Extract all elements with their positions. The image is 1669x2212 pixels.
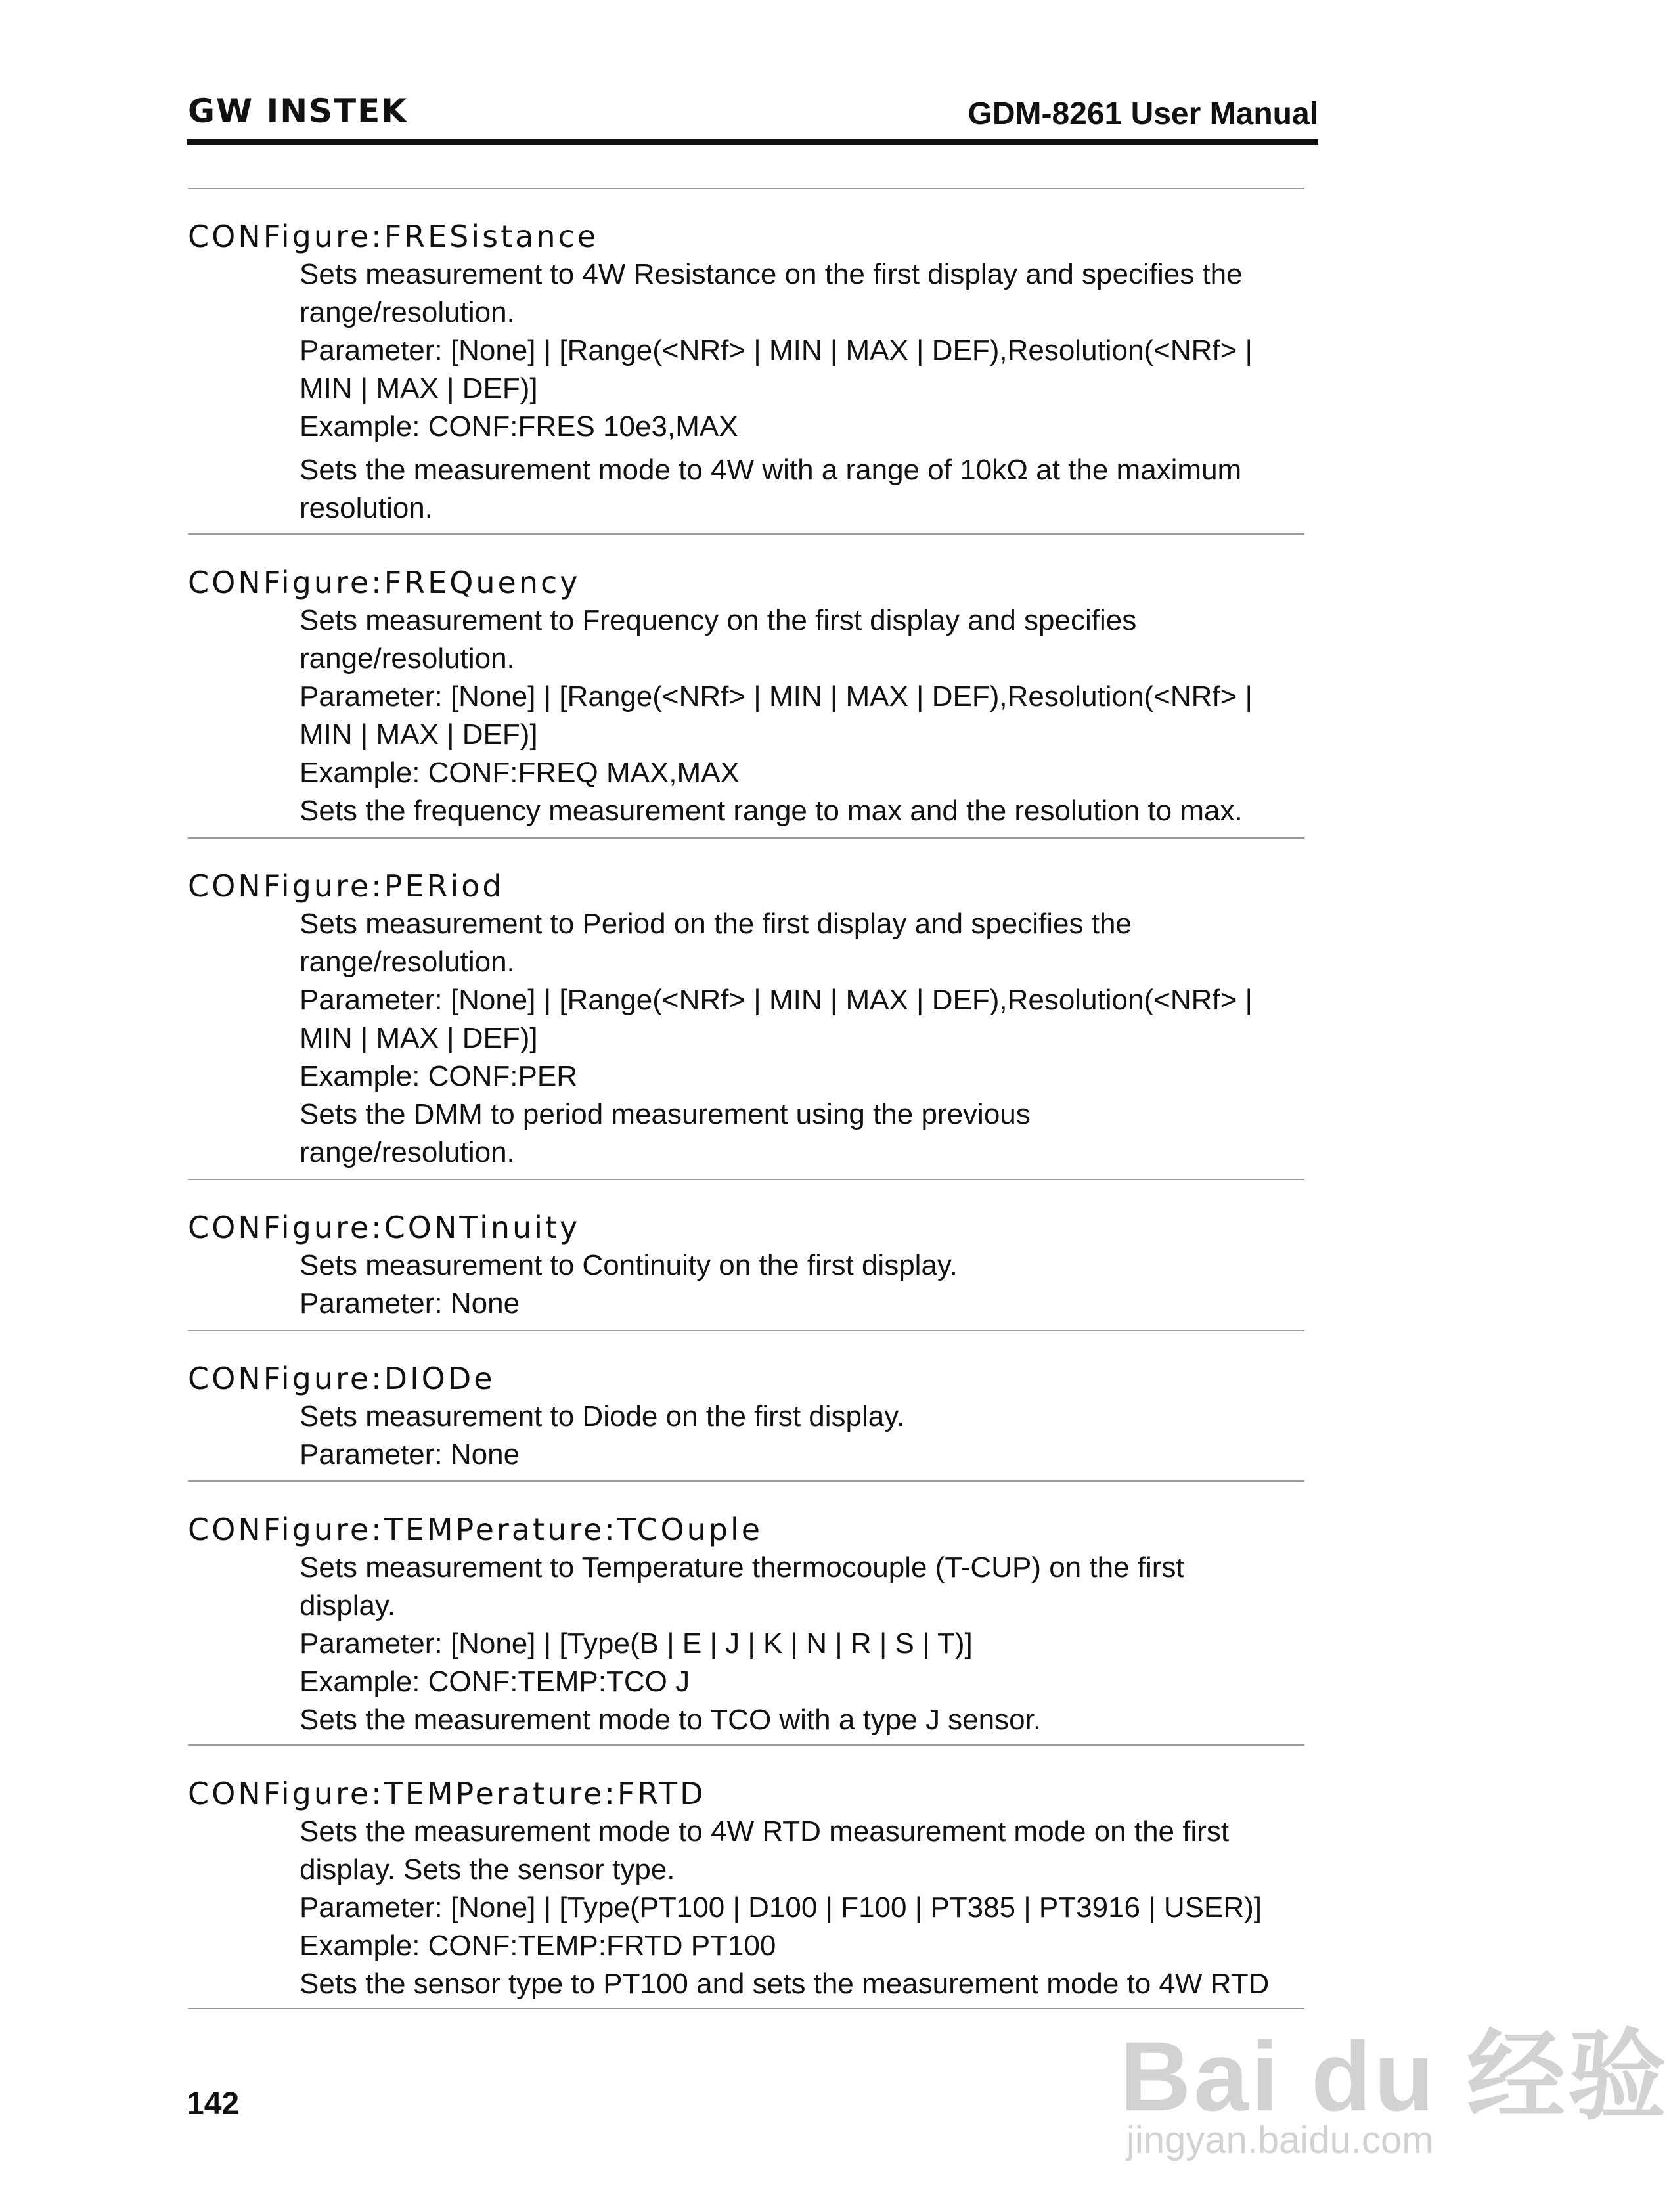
- example-description: Sets the measurement mode to TCO with a type J sensor.: [300, 1704, 1042, 1736]
- example-line: Example: CONF:FRES 10e3,MAX: [300, 410, 738, 443]
- command-name: CONFigure:FREQuency: [188, 565, 581, 600]
- parameter-line: Parameter: [None] | [Range(<NRf> | MIN | MAX | DEF),Resolution(<NRf> |: [300, 680, 1253, 713]
- command-section-fresistance: [188, 217, 1304, 527]
- description-line: Sets measurement to Period on the first display and specifies the: [300, 908, 1132, 940]
- example-line: Example: CONF:FREQ MAX,MAX: [300, 757, 740, 789]
- parameter-line: Parameter: [None] | [Type(B | E | J | K | N | R | S | T)]: [300, 1627, 973, 1660]
- section-separator: [188, 1744, 1304, 1746]
- parameter-line: Parameter: [None] | [Type(PT100 | D100 | F100 | PT385 | PT3916 | USER)]: [300, 1891, 1262, 1924]
- example-description: resolution.: [300, 492, 434, 524]
- example-line: Example: CONF:TEMP:TCO J: [300, 1666, 690, 1698]
- command-name: CONFigure:PERiod: [188, 868, 504, 904]
- parameter-line: Parameter: [None] | [Range(<NRf> | MIN | MAX | DEF),Resolution(<NRf> |: [300, 984, 1253, 1016]
- section-separator: [188, 1480, 1304, 1482]
- command-section-diode: [188, 1360, 1304, 1474]
- command-description: [300, 1398, 1304, 1474]
- section-separator: [188, 188, 1304, 189]
- command-description: [300, 1813, 1304, 2003]
- example-description: Sets the measurement mode to 4W with a range of 10kΩ at the maximum: [300, 454, 1242, 486]
- command-name: CONFigure:TEMPerature:FRTD: [188, 1776, 706, 1811]
- command-name: CONFigure:DIODe: [188, 1361, 495, 1396]
- description-line: display. Sets the sensor type.: [300, 1853, 675, 1886]
- description-line: range/resolution.: [300, 642, 515, 675]
- command-description: [300, 602, 1304, 830]
- command-name: CONFigure:CONTinuity: [188, 1210, 581, 1245]
- command-section-temperature-tcouple: [188, 1511, 1304, 1739]
- description-line: Sets measurement to Frequency on the first display and specifies: [300, 604, 1137, 636]
- command-description: [300, 1549, 1304, 1739]
- description-line: Sets measurement to Diode on the first display.: [300, 1400, 905, 1432]
- example-description: Sets the sensor type to PT100 and sets the measurement mode to 4W RTD: [300, 1968, 1270, 2000]
- description-line: display.: [300, 1589, 395, 1622]
- section-separator: [188, 1179, 1304, 1180]
- example-line: Example: CONF:PER: [300, 1060, 577, 1092]
- watermark-logo: Bai du 经验: [1120, 2021, 1669, 2131]
- description-line: Sets measurement to Temperature thermocouple (T-CUP) on the first: [300, 1551, 1184, 1583]
- example-description: Sets the DMM to period measurement using the previous: [300, 1098, 1031, 1130]
- section-separator: [188, 533, 1304, 535]
- header-rule: [187, 139, 1318, 145]
- command-section-temperature-frtd: [188, 1775, 1304, 2003]
- parameter-line: Parameter: [None] | [Range(<NRf> | MIN | MAX | DEF),Resolution(<NRf> |: [300, 334, 1253, 366]
- command-section-period: [188, 867, 1304, 1172]
- description-line: range/resolution.: [300, 946, 515, 978]
- parameter-line: Parameter: None: [300, 1438, 520, 1471]
- section-separator: [188, 1330, 1304, 1331]
- page-number: 142: [187, 2087, 240, 2121]
- command-name: CONFigure:FRESistance: [188, 219, 599, 254]
- description-line: Sets measurement to 4W Resistance on the first display and specifies the: [300, 258, 1243, 290]
- section-separator: [188, 837, 1304, 839]
- parameter-line: MIN | MAX | DEF)]: [300, 1022, 538, 1054]
- description-line: range/resolution.: [300, 296, 515, 328]
- brand-logo: GW INSTEK: [188, 92, 409, 130]
- example-line: Example: CONF:TEMP:FRTD PT100: [300, 1930, 776, 1962]
- watermark-url: jingyan.baidu.com: [1126, 2119, 1434, 2161]
- example-description: Sets the frequency measurement range to max and the resolution to max.: [300, 795, 1243, 827]
- command-section-continuity: [188, 1208, 1304, 1323]
- command-description: [300, 255, 1304, 527]
- command-name: CONFigure:TEMPerature:TCOuple: [188, 1512, 763, 1547]
- command-section-frequency: [188, 564, 1304, 830]
- example-description: range/resolution.: [300, 1136, 515, 1168]
- parameter-line: MIN | MAX | DEF)]: [300, 372, 538, 405]
- command-description: [300, 1247, 1304, 1323]
- description-line: Sets the measurement mode to 4W RTD measurement mode on the first: [300, 1815, 1230, 1847]
- command-description: [300, 905, 1304, 1172]
- baidu-watermark: [1113, 1983, 1669, 2180]
- parameter-line: MIN | MAX | DEF)]: [300, 719, 538, 751]
- parameter-line: Parameter: None: [300, 1287, 520, 1319]
- description-line: Sets measurement to Continuity on the first display.: [300, 1249, 958, 1281]
- manual-title: GDM-8261 User Manual: [968, 97, 1318, 131]
